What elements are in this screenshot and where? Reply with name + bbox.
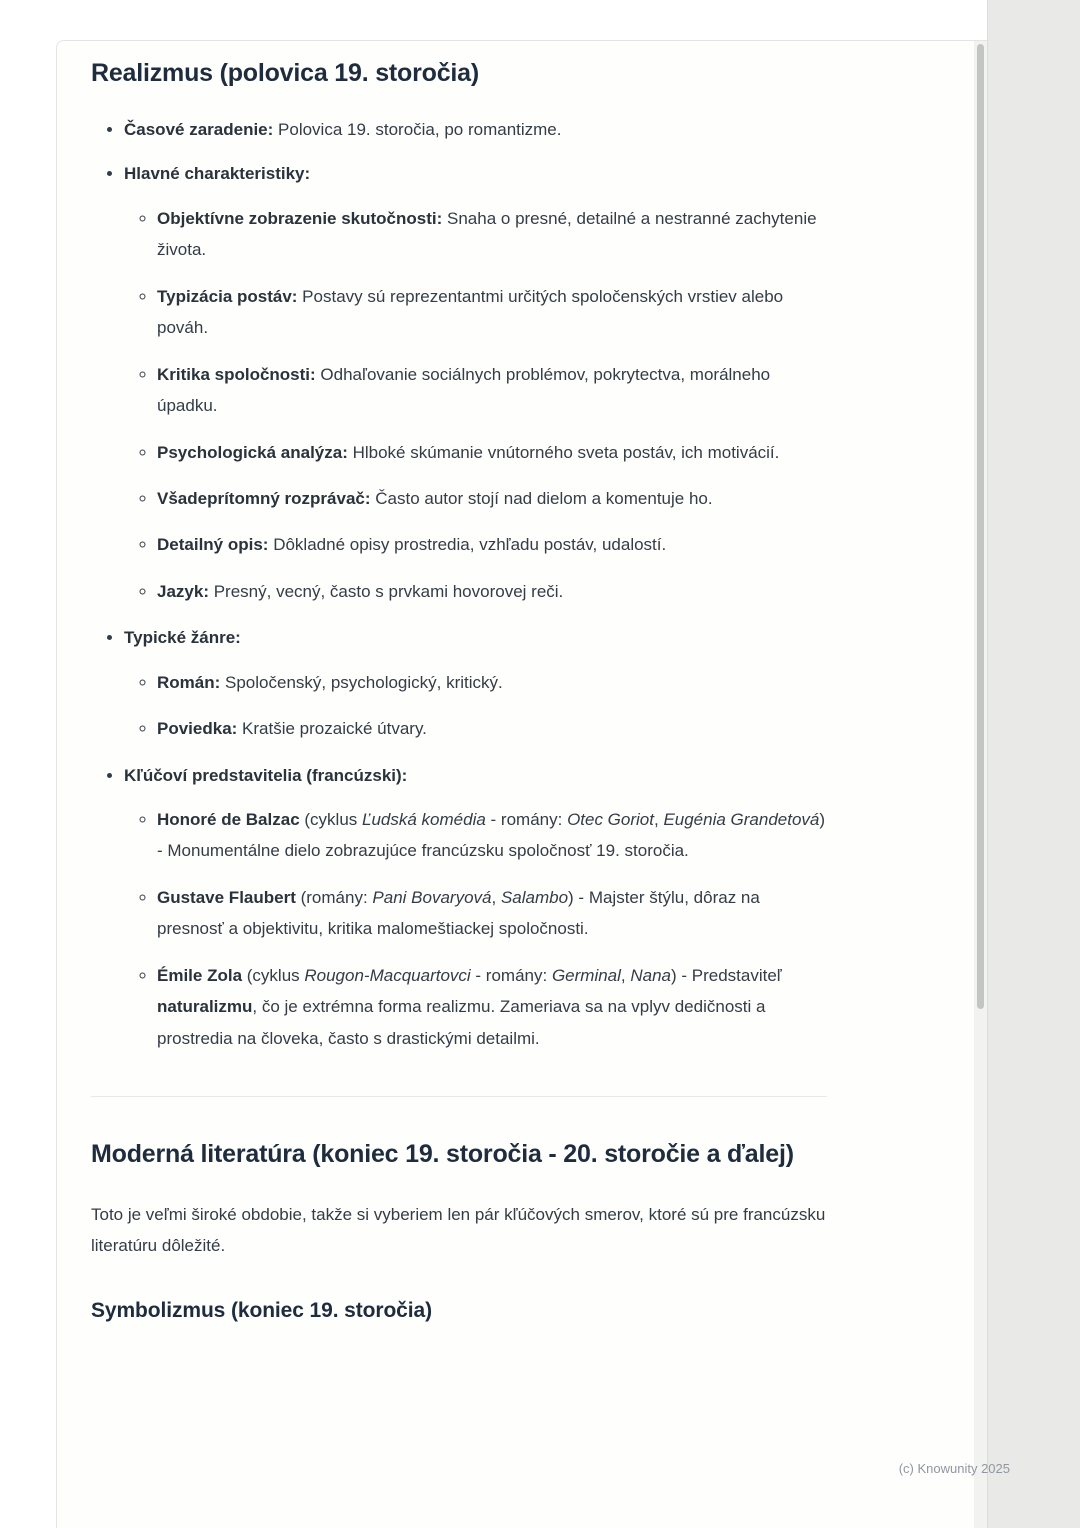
sub-bullet-list — [124, 203, 827, 607]
italic-text: Nana — [630, 965, 671, 985]
bold-text: Émile Zola — [157, 965, 243, 985]
section-heading-realizmus: Realizmus (polovica 19. storočia) — [91, 59, 479, 87]
sub-bullet-item — [157, 437, 827, 468]
sub-bullet-item — [157, 667, 827, 698]
text-segment: , — [491, 887, 501, 907]
text-segment: Hlboké skúmanie vnútorného sveta postáv, ich motivácií. — [347, 442, 780, 462]
sub-bullet-item — [157, 359, 827, 422]
bullet-item — [124, 622, 827, 744]
italic-text: Eugénia Grandetová — [663, 810, 820, 829]
italic-text: Pani Bovaryová — [372, 887, 492, 907]
bullet-item — [124, 114, 827, 145]
scrollbar-track[interactable] — [974, 41, 987, 1528]
sub-bullet-item — [157, 281, 827, 344]
bold-text: Detailný opis: — [157, 535, 269, 555]
sub-bullet-item — [157, 529, 827, 560]
italic-text: Rougon-Macquartovci — [304, 965, 471, 985]
italic-text: Ľudská komédia — [362, 810, 486, 829]
section-heading-moderna-literatura: Moderná literatúra (koniec 19. storočia - 20. storočie a ďalej) — [91, 1140, 794, 1169]
text-segment: , čo je extrémna forma realizmu. Zameriava sa na vplyv dedičnosti a prostredia na človeka, často s drastickými detailmi. — [157, 997, 766, 1048]
bold-text: naturalizmu — [157, 997, 253, 1017]
document-content — [57, 41, 827, 1323]
bold-text: Jazyk: — [157, 581, 209, 601]
scrollbar-thumb[interactable] — [977, 44, 984, 1009]
text-segment: (cyklus — [299, 810, 362, 829]
bold-text: Román: — [157, 672, 221, 692]
bullet-item — [124, 158, 827, 607]
bold-text: Časové zaradenie: — [124, 120, 274, 139]
page-gutter — [987, 0, 1080, 1528]
italic-text: Otec Goriot — [567, 810, 654, 829]
sub-bullet-list — [124, 667, 827, 745]
text-segment: - romány: — [485, 810, 568, 829]
bold-text: Hlavné charakteristiky: — [124, 164, 311, 184]
sub-bullet-item — [157, 576, 827, 607]
text-segment: Spoločenský, psychologický, kritický. — [220, 672, 503, 692]
bold-text: Honoré de Balzac — [157, 810, 300, 829]
text-segment: - romány: — [470, 965, 552, 985]
bold-text: Kľúčoví predstavitelia (francúzski): — [124, 765, 408, 785]
realizmus-list — [91, 114, 827, 1054]
bold-text: Gustave Flaubert — [157, 887, 296, 907]
bold-text: Objektívne zobrazenie skutočnosti: — [157, 208, 443, 228]
section-divider — [91, 1096, 827, 1097]
text-segment: ) - Majster štýlu, dôraz na presnosť a objektivitu, kritika malomeštiackej spoločnosti. — [157, 887, 760, 939]
subheading-symbolizmus: Symbolizmus (koniec 19. storočia) — [91, 1299, 432, 1323]
text-segment: (cyklus — [242, 965, 305, 985]
bold-text: Typizácia postáv: — [157, 286, 298, 306]
sub-bullet-list — [124, 804, 827, 1054]
text-segment: Dôkladné opisy prostredia, vzhľadu postáv, udalostí. — [268, 535, 667, 555]
bold-text: Psychologická analýza: — [157, 442, 348, 462]
italic-text: Salambo — [500, 887, 569, 907]
text-segment: (romány: — [295, 887, 373, 907]
sub-bullet-item — [157, 882, 827, 945]
text-segment: Postavy sú reprezentantmi určitých spoločenských vrstiev alebo pováh. — [157, 286, 784, 338]
text-segment: Odhaľovanie sociálnych problémov, pokrytectva, morálneho úpadku. — [157, 364, 771, 416]
text-segment: , — [653, 810, 664, 829]
sub-bullet-item — [157, 960, 827, 1054]
bold-text: Poviedka: — [157, 719, 238, 739]
italic-text: Germinal — [551, 965, 621, 985]
text-segment: Presný, vecný, často s prvkami hovorovej reči. — [208, 581, 564, 601]
document-card — [56, 40, 987, 1528]
sub-bullet-item — [157, 713, 827, 744]
bold-text: Typické žánre: — [124, 628, 241, 648]
text-segment: Často autor stojí nad dielom a komentuje ho. — [370, 488, 713, 508]
bold-text: Všadeprítomný rozprávač: — [157, 488, 371, 508]
text-segment: Polovica 19. storočia, po romantizme. — [273, 120, 562, 139]
moderna-intro-paragraph: Toto je veľmi široké obdobie, takže si vyberiem len pár kľúčových smerov, ktoré sú pre francúzsku literatúru dôležité. — [91, 1204, 826, 1255]
text-segment: ) - Monumentálne dielo zobrazujúce francúzsku spoločnosť 19. storočia. — [157, 810, 826, 861]
sub-bullet-item — [157, 203, 827, 266]
text-segment: Snaha o presné, detailné a nestranné zachytenie života. — [157, 208, 817, 260]
bullet-item — [124, 760, 827, 1055]
text-segment: Kratšie prozaické útvary. — [237, 719, 427, 739]
sub-bullet-item — [157, 483, 827, 514]
text-segment: , — [620, 965, 631, 985]
sub-bullet-item — [157, 804, 827, 867]
watermark-text: (c) Knowunity 2025 — [898, 1461, 1010, 1476]
text-segment: ) - Predstaviteľ — [671, 965, 782, 985]
bold-text: Kritika spoločnosti: — [157, 364, 316, 384]
